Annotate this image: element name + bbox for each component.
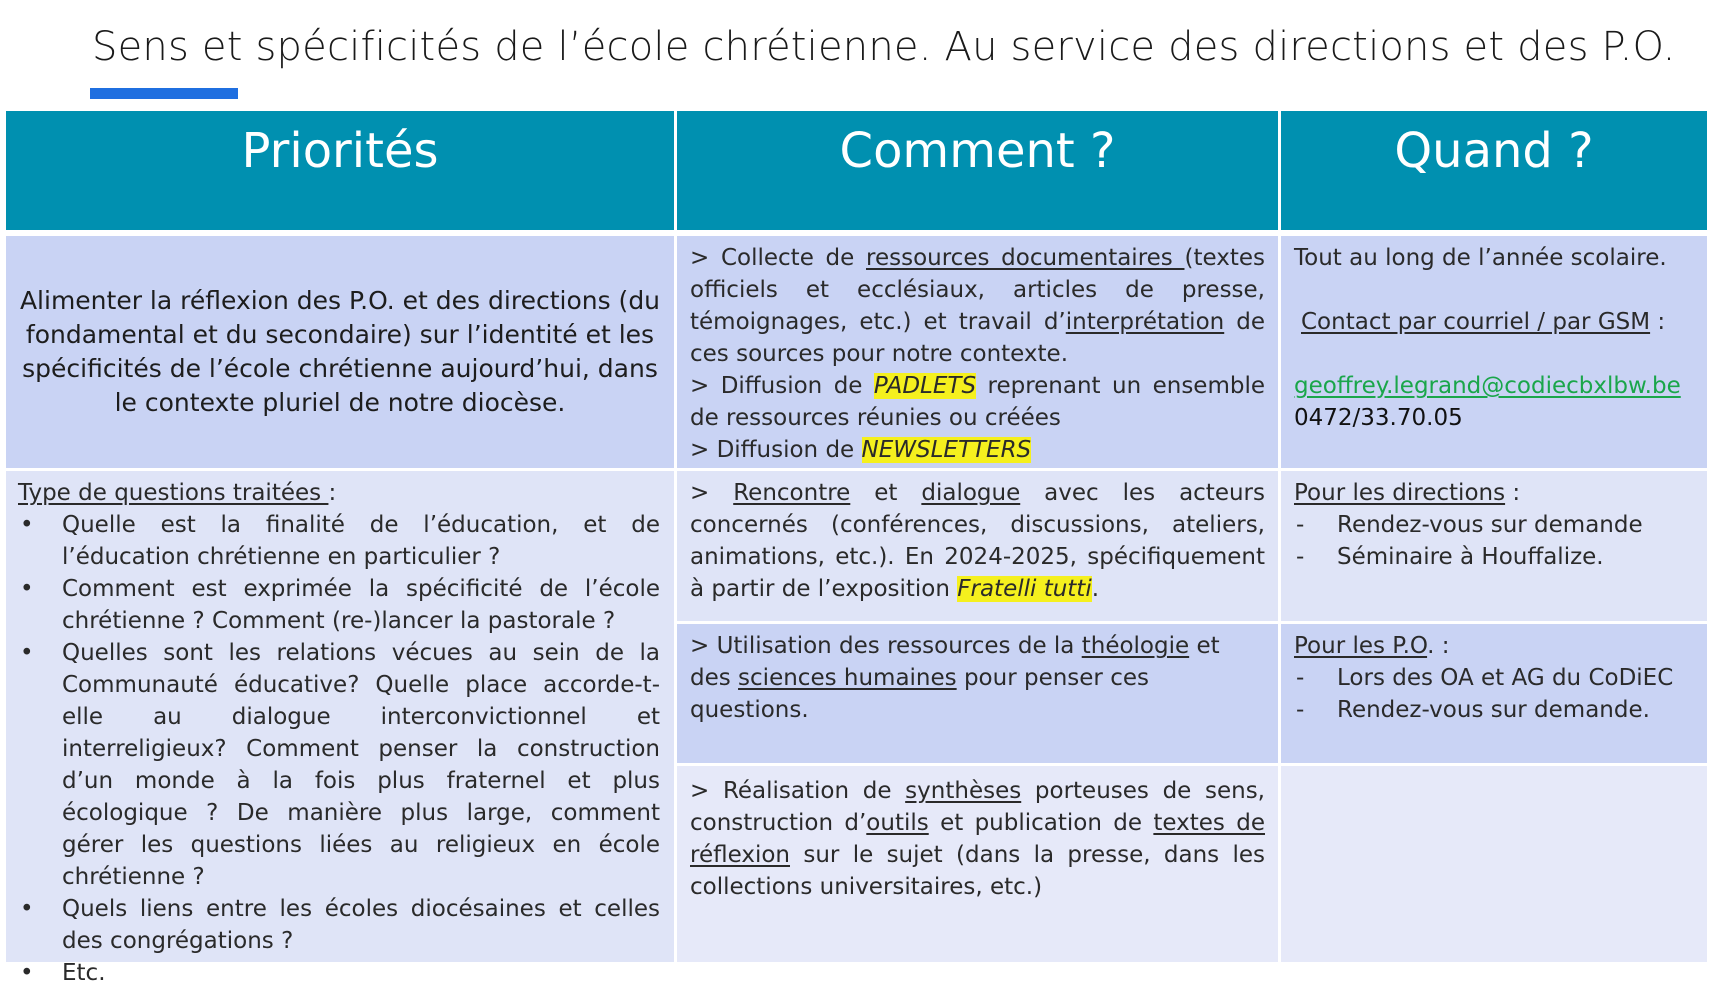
text: de ces sources pour notre contexte. [690,309,1266,367]
row1-comment-p2 [690,370,1265,434]
list-item: • Comment est exprimée la spécificité de l’école chrétienne ? Comment (re-)lancer la pastorale ? [18,573,660,637]
text: > Utilisation des ressources de la [690,633,1082,659]
text: sur le sujet (dans la presse, dans les collections universitaires, etc.) [690,842,1265,900]
row2c-comment-cell [677,766,1278,962]
highlight-fratelli-tutti: Fratelli tutti [957,576,1092,602]
text: > Collecte de [690,245,867,271]
page-title: Sens et spécificités de l’école chrétienne. Au service des directions et des P.O. [92,24,1676,70]
header-comment: Comment ? [677,111,1278,230]
text: et publication de [928,810,1154,836]
text: et des [690,633,1220,691]
po-list [1294,662,1694,726]
list-item: - Rendez-vous sur demande. [1294,694,1694,726]
underlined-text: synthèses [905,778,1022,804]
list-item: • Etc. [18,957,660,989]
list-item: • Quelles sont les relations vécues au sein de la Communauté éducative? Quelle place accorde-t-elle au dialogue interconvictionnel et interreligieux? Comment penser la construction d’un monde à la fois plus fraternel et plus écologique ? De manière plus large, comment gérer les questions liées au religieux en école chrétienne ? [18,637,660,893]
row1-comment-p3 [690,434,1265,466]
row2c-comment-text [690,775,1265,903]
heading-text: Pour les directions [1294,480,1506,506]
row1-contact-label [1294,306,1694,338]
text: > Réalisation de [690,778,906,804]
text: : [1505,480,1521,506]
phone-number: 0472/33.70.05 [1294,405,1463,431]
header-priorites: Priorités [6,111,674,230]
underlined-text: théologie [1081,633,1190,659]
title-accent-bar [90,88,238,99]
row1-priorite-cell [6,236,674,468]
row2b-comment-text [690,630,1265,726]
text: : [328,480,337,506]
row1-quand-line1: Tout au long de l’année scolaire. [1294,245,1667,271]
row2b-quand-cell [1281,624,1707,763]
text: > Diffusion de [690,373,874,399]
spacer [1294,274,1694,306]
questions-heading [18,477,660,509]
text: . [1091,576,1100,602]
heading-text: Pour les P.O [1294,633,1428,659]
row2c-quand-cell-empty [1281,766,1707,962]
underlined-text: textes de réflexion [690,810,1265,868]
text: . : [1427,633,1450,659]
text: pour penser ces questions. [690,665,1149,723]
po-heading [1294,630,1694,662]
text: : [1650,309,1666,335]
directions-list [1294,509,1694,573]
text: (textes officiels et ecclésiaux, articles de presse, témoignages, etc.) et travail d’ [690,245,1265,335]
list-item: - Rendez-vous sur demande [1294,509,1694,541]
text: > Diffusion de [690,437,862,463]
row1-priorite-text: Alimenter la réflexion des P.O. et des directions (du fondamental et du secondaire) sur l’identité et les spécificités de l’école chrétienne aujourd’hui, dans le contexte pluriel de notre diocèse. [19,286,661,417]
list-item: - Lors des OA et AG du CoDiEC [1294,662,1694,694]
header-quand: Quand ? [1281,111,1707,230]
row2-priorite-cell [6,471,674,986]
text: reprenant un ensemble de ressources réunies ou créées [690,373,1265,431]
underlined-text: outils [866,810,929,836]
underlined-text: dialogue [921,480,1021,506]
row2b-comment-cell [677,624,1278,763]
underlined-text: Rencontre [733,480,851,506]
row2a-quand-cell [1281,471,1707,621]
text: et [850,480,922,506]
row1-comment-cell [677,236,1278,468]
list-item: - Séminaire à Houffalize. [1294,541,1694,573]
row1-comment-p1 [690,242,1265,370]
highlight-newsletters: NEWSLETTERS [861,437,1032,463]
email-link[interactable]: geoffrey.legrand@codiecbxlbw.be [1294,373,1681,399]
list-item: • Quels liens entre les écoles diocésaines et celles des congrégations ? [18,893,660,957]
text: > [690,480,734,506]
text: porteuses de sens, construction d’ [690,778,1265,836]
row2a-comment-text [690,477,1265,605]
row2a-comment-cell [677,471,1278,621]
row1-quand-cell [1281,236,1707,468]
underlined-text: sciences humaines [738,665,957,691]
questions-list [18,509,660,989]
underlined-text: ressources documentaires [866,245,1185,271]
spacer [1294,338,1694,370]
text: avec les acteurs concernés (conférences, discussions, ateliers, animations, etc.). En 2024-2025, spécifiquement à partir de l’exposition [690,480,1265,602]
contact-label: Contact par courriel / par GSM [1301,309,1651,335]
heading-text: Type de questions traitées [18,480,329,506]
highlight-padlets: PADLETS [873,373,977,399]
underlined-text: interprétation [1065,309,1225,335]
directions-heading [1294,477,1694,509]
list-item: • Quelle est la finalité de l’éducation, et de l’éducation chrétienne en particulier ? [18,509,660,573]
planning-table [6,111,1707,986]
